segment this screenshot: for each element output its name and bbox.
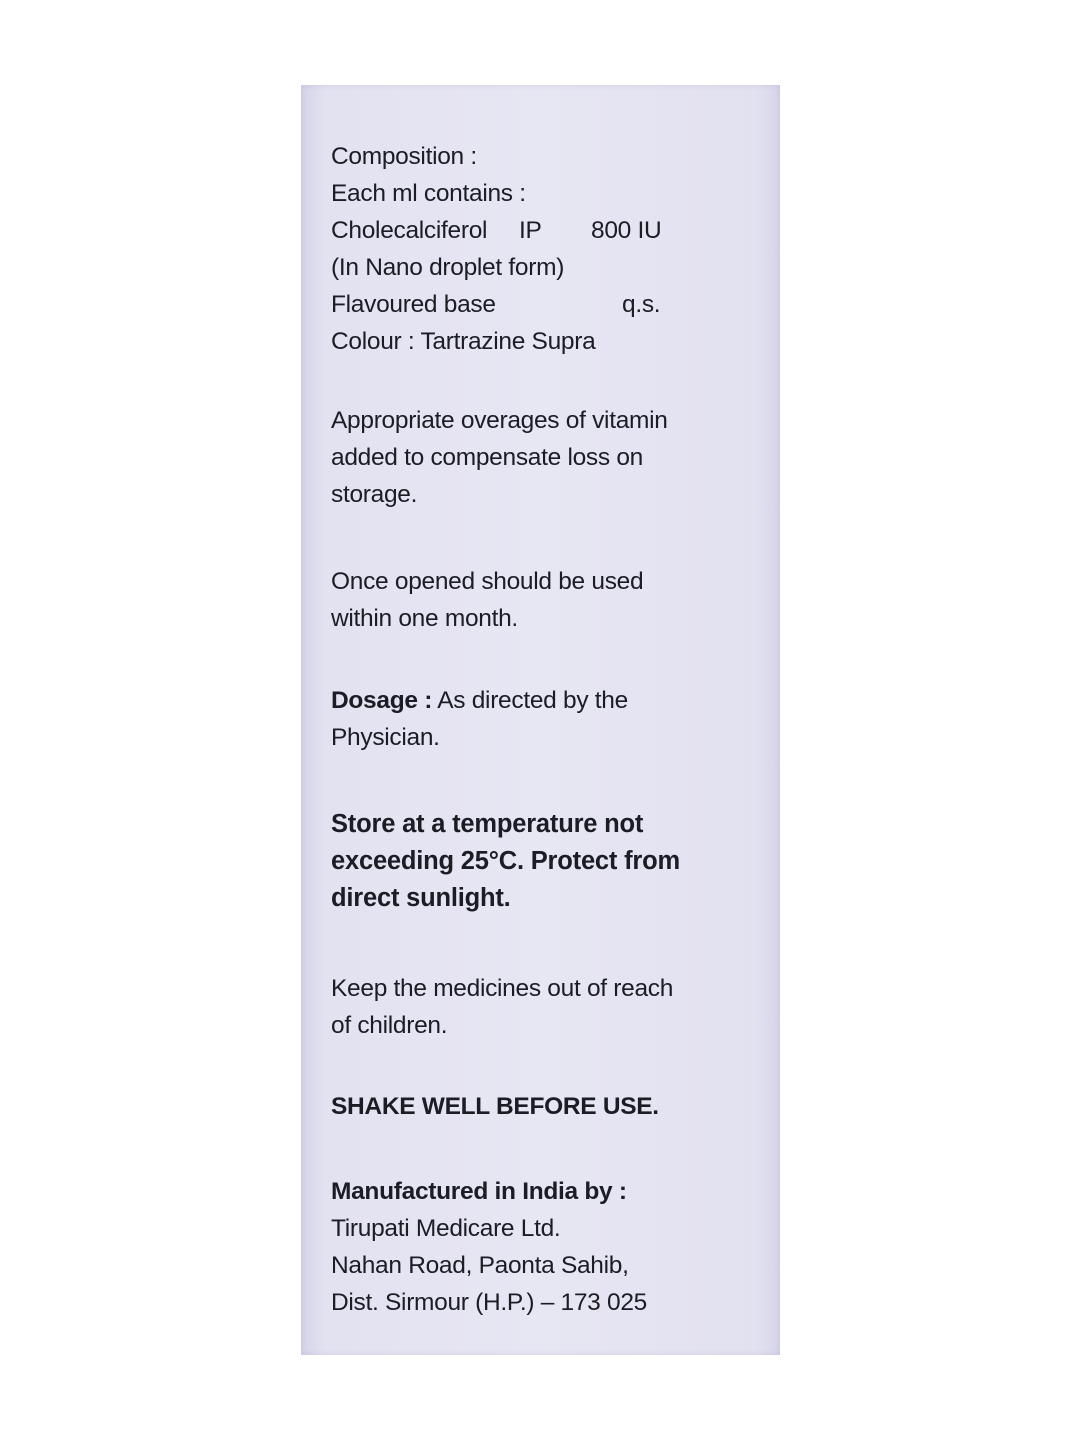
storage-block: [331, 806, 680, 917]
ingredient-name: Cholecalciferol: [331, 217, 488, 244]
composition-block: [331, 138, 751, 360]
base-amount: q.s.: [622, 291, 661, 318]
storage-line-2: exceeding 25°C. Protect from: [331, 847, 680, 875]
each-ml-label: Each ml contains :: [331, 180, 526, 207]
form-note: (In Nano droplet form): [331, 254, 565, 281]
children-block: [331, 970, 673, 1044]
opened-line-2: within one month.: [331, 605, 518, 632]
shake-warning: SHAKE WELL BEFORE USE.: [331, 1093, 659, 1120]
shake-block: [331, 1088, 659, 1125]
overages-line-3: storage.: [331, 481, 418, 508]
storage-line-1: Store at a temperature not: [331, 810, 644, 838]
ingredient-row: [331, 212, 751, 249]
colour-line: Colour : Tartrazine Supra: [331, 328, 596, 355]
composition-title: Composition :: [331, 143, 477, 170]
dosage-line-1: [331, 682, 628, 719]
opened-line-1: Once opened should be used: [331, 568, 644, 595]
manufacturer-name: Tirupati Medicare Ltd.: [331, 1215, 561, 1242]
storage-line-3: direct sunlight.: [331, 884, 511, 912]
dosage-label: Dosage :: [331, 687, 433, 714]
base-label: Flavoured base: [331, 291, 496, 318]
ingredient-standard: IP: [519, 217, 542, 244]
overages-line-2: added to compensate loss on: [331, 444, 643, 471]
manufacturer-label: Manufactured in India by :: [331, 1178, 627, 1205]
overages-line-1: Appropriate overages of vitamin: [331, 407, 668, 434]
opened-block: [331, 563, 643, 637]
children-line-2: of children.: [331, 1012, 448, 1039]
manufacturer-address-1: Nahan Road, Paonta Sahib,: [331, 1252, 629, 1279]
dosage-line-2: Physician.: [331, 724, 440, 751]
ingredient-amount: 800 IU: [591, 217, 662, 244]
overages-block: [331, 402, 668, 513]
manufacturer-address-2: Dist. Sirmour (H.P.) – 173 025: [331, 1289, 647, 1316]
manufacturer-block: [331, 1173, 647, 1321]
dosage-block: [331, 682, 628, 756]
base-row: [331, 286, 751, 323]
children-line-1: Keep the medicines out of reach: [331, 975, 674, 1002]
dosage-text: As directed by the: [432, 687, 628, 714]
